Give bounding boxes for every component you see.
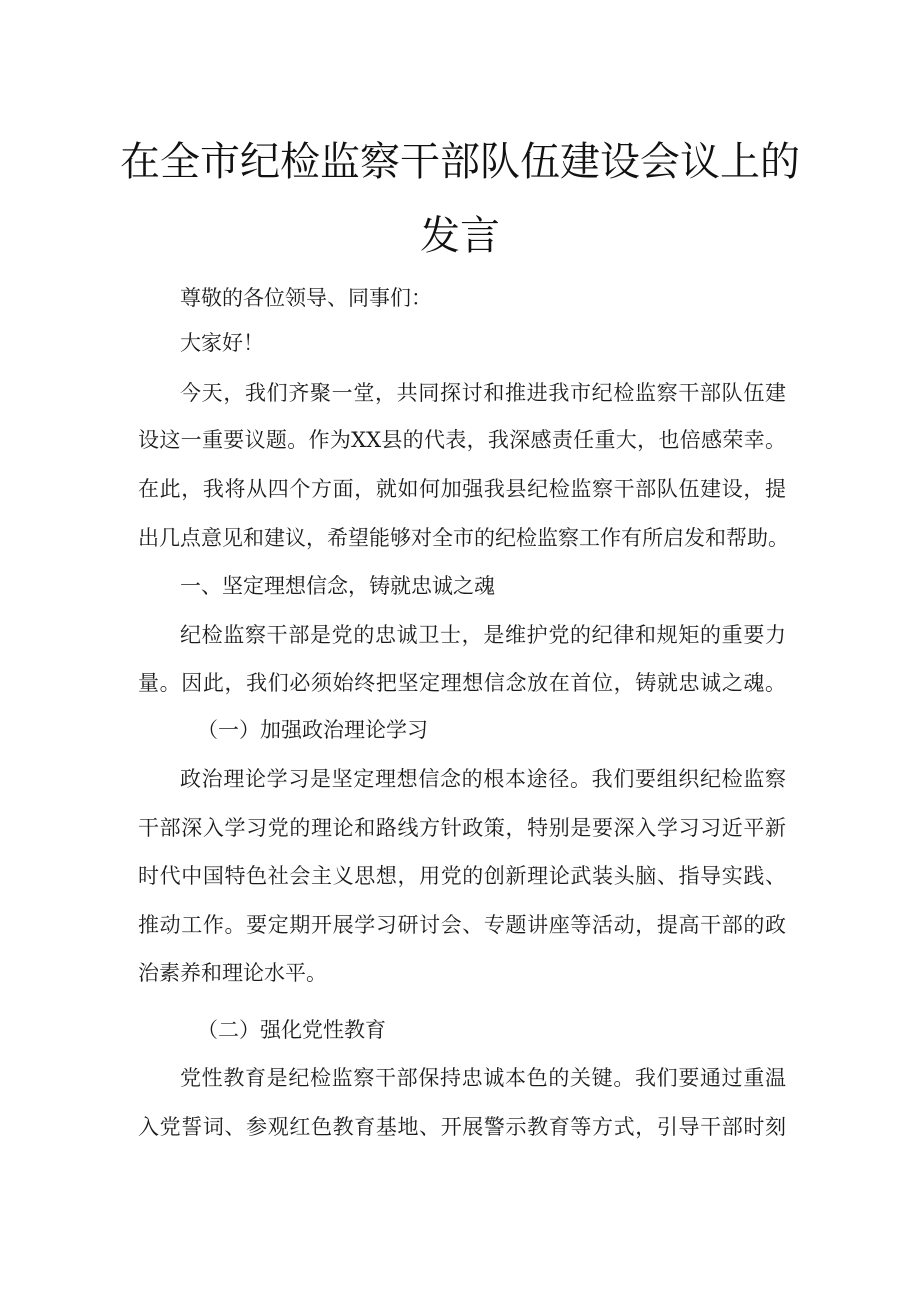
paragraph-line: 入党誓词、参观红色教育基地、开展警示教育等方式，引导干部时刻 (138, 1115, 786, 1139)
salutation: 尊敬的各位领导、同事们： (180, 286, 432, 310)
subsection-heading: （一）加强政治理论学习 (197, 718, 428, 742)
paragraph-line: 量。因此，我们必须始终把坚定理想信念放在首位，铸就忠诚之魂。 (138, 671, 786, 695)
paragraph-line: 党性教育是纪检监察干部保持忠诚本色的关键。我们要通过重温 (180, 1066, 786, 1090)
paragraph-line: 设这一重要议题。作为XX县的代表，我深感责任重大，也倍感荣幸。 (138, 428, 786, 452)
paragraph-line: 今天，我们齐聚一堂，共同探讨和推进我市纪检监察干部队伍建 (180, 381, 786, 405)
paragraph-line: 在此，我将从四个方面，就如何加强我县纪检监察干部队伍建设，提 (138, 477, 786, 501)
paragraph-line: 纪检监察干部是党的忠诚卫士，是维护党的纪律和规矩的重要力 (180, 623, 786, 647)
paragraph-line: 推动工作。要定期开展学习研讨会、专题讲座等活动，提高干部的政 (138, 913, 786, 937)
paragraph-line: 干部深入学习党的理论和路线方针政策，特别是要深入学习习近平新 (138, 816, 786, 840)
paragraph-line: 政治理论学习是坚定理想信念的根本途径。我们要组织纪检监察 (180, 767, 786, 791)
document-title-line-2: 发言 (420, 213, 500, 259)
greeting: 大家好！ (180, 331, 264, 355)
document-title-line-1: 在全市纪检监察干部队伍建设会议上的 (120, 139, 800, 185)
paragraph-line: 出几点意见和建议，希望能够对全市的纪检监察工作有所启发和帮助。 (138, 526, 789, 550)
section-heading: 一、坚定理想信念，铸就忠诚之魂 (180, 574, 495, 598)
paragraph-line: 治素养和理论水平。 (138, 961, 327, 985)
subsection-heading: （二）强化党性教育 (197, 1018, 386, 1042)
paragraph-line: 时代中国特色社会主义思想，用党的创新理论武装头脑、指导实践、 (138, 864, 786, 888)
